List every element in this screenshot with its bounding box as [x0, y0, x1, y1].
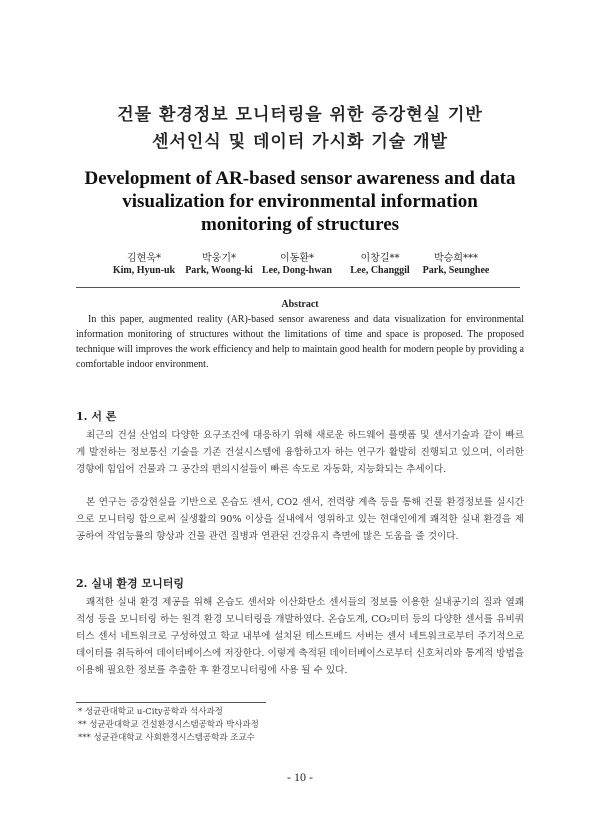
author-english-name: Kim, Hyun-uk	[112, 265, 176, 276]
footnote-2: ** 성균관대학교 건설환경시스템공학과 박사과정	[78, 720, 259, 730]
english-title-line-2: visualization for environmental information	[122, 191, 478, 212]
author-english-name: Park, Woong-ki	[185, 265, 253, 276]
author-korean-name: 박웅기*	[202, 253, 236, 264]
introduction-paragraph-2: 본 연구는 증강현실을 기반으로 온습도 센서, CO2 센서, 전력량 계측 등을 통해 건물 환경정보를 실시간으로 모니터링 함으로써 실생활의 90% 이상을 실내에서 영위하고 있는 현대인에게 쾌적한 실내 환경을 제공하여 작업능률의 향상과 건물 관련 질병과 연관된 건강유지 측면에 많은 도움을 줄 것이다.	[76, 497, 524, 542]
abstract-heading: Abstract	[281, 299, 319, 310]
footnote-1: * 성균관대학교 u-City공학과 석사과정	[78, 707, 223, 717]
author-korean-name: 이동환*	[280, 253, 314, 264]
footnotes	[78, 706, 259, 745]
indoor-monitoring-paragraph: 쾌적한 실내 환경 제공을 위해 온습도 센서와 이산화탄소 센서들의 정보를 이용한 실내공기의 질과 열쾌적성 등을 모니터링 하는 원격 환경 모니터링을 개발하였다. 온습도계, CO₂미터 등의 다양한 센서를 유비쿼터스 센서 네트워크로 구성하였고 학교 내부에 설치된 테스트베드 서버는 센서 네트워크로부터 주기적으로 데이터를 취득하여 데이터베이스에 저장한다. 이렇게 축적된 데이터베이스로부터 신호처리와 통계적 방법을 이용해 필요한 정보를 추출한 후 환경모니터링에 사용 될 수 있다.	[76, 597, 524, 676]
author-english-name: Lee, Changgil	[350, 265, 410, 276]
page-number: - 10 -	[287, 770, 313, 784]
english-title-line-3: monitoring of structures	[200, 214, 400, 235]
english-title-line-1: Development of AR-based sensor awareness and data	[84, 168, 516, 189]
author-english-name: Park, Seunghee	[422, 265, 490, 276]
author-english-name: Lee, Dong-hwan	[261, 265, 332, 276]
korean-title-line-1: 건물 환경정보 모니터링을 위한 증강현실 기반	[117, 105, 483, 125]
introduction-paragraph-1: 최근의 건설 산업의 다양한 요구조건에 대응하기 위해 새로운 하드웨어 플랫폼 및 센서기술과 같이 빠르게 발전하는 정보통신 기술을 기존 건설시스템에 융합하고자 하는 연구가 활발히 진행되고 있으며, 이러한 경향에 힘입어 건물과 그 공간의 편의시설들이 빠른 속도로 자동화, 지능화되는 추세이다.	[76, 430, 524, 475]
abstract-text: In this paper, augmented reality (AR)-based sensor awareness and data visualization for environmental information monitoring of structures without the limitations of time and space is proposed. The proposed technique will improves the work efficiency and help to maintain good health for modern people by providing a comfortable indoor environment.	[76, 314, 524, 370]
footnote-divider	[76, 702, 266, 703]
author-korean-name: 박승희***	[434, 253, 478, 264]
section-heading-introduction: 1. 서 론	[76, 410, 117, 423]
author-korean-name: 이창길**	[360, 253, 400, 264]
korean-title-line-2: 센서인식 및 데이터 가시화 기술 개발	[152, 132, 448, 152]
author-korean-name: 김현욱*	[127, 253, 161, 264]
header-divider	[76, 287, 520, 288]
author-5	[406, 249, 506, 276]
footnote-3: *** 성균관대학교 사회환경시스템공학과 조교수	[78, 733, 255, 743]
section-heading-indoor-monitoring: 2. 실내 환경 모니터링	[76, 577, 184, 590]
